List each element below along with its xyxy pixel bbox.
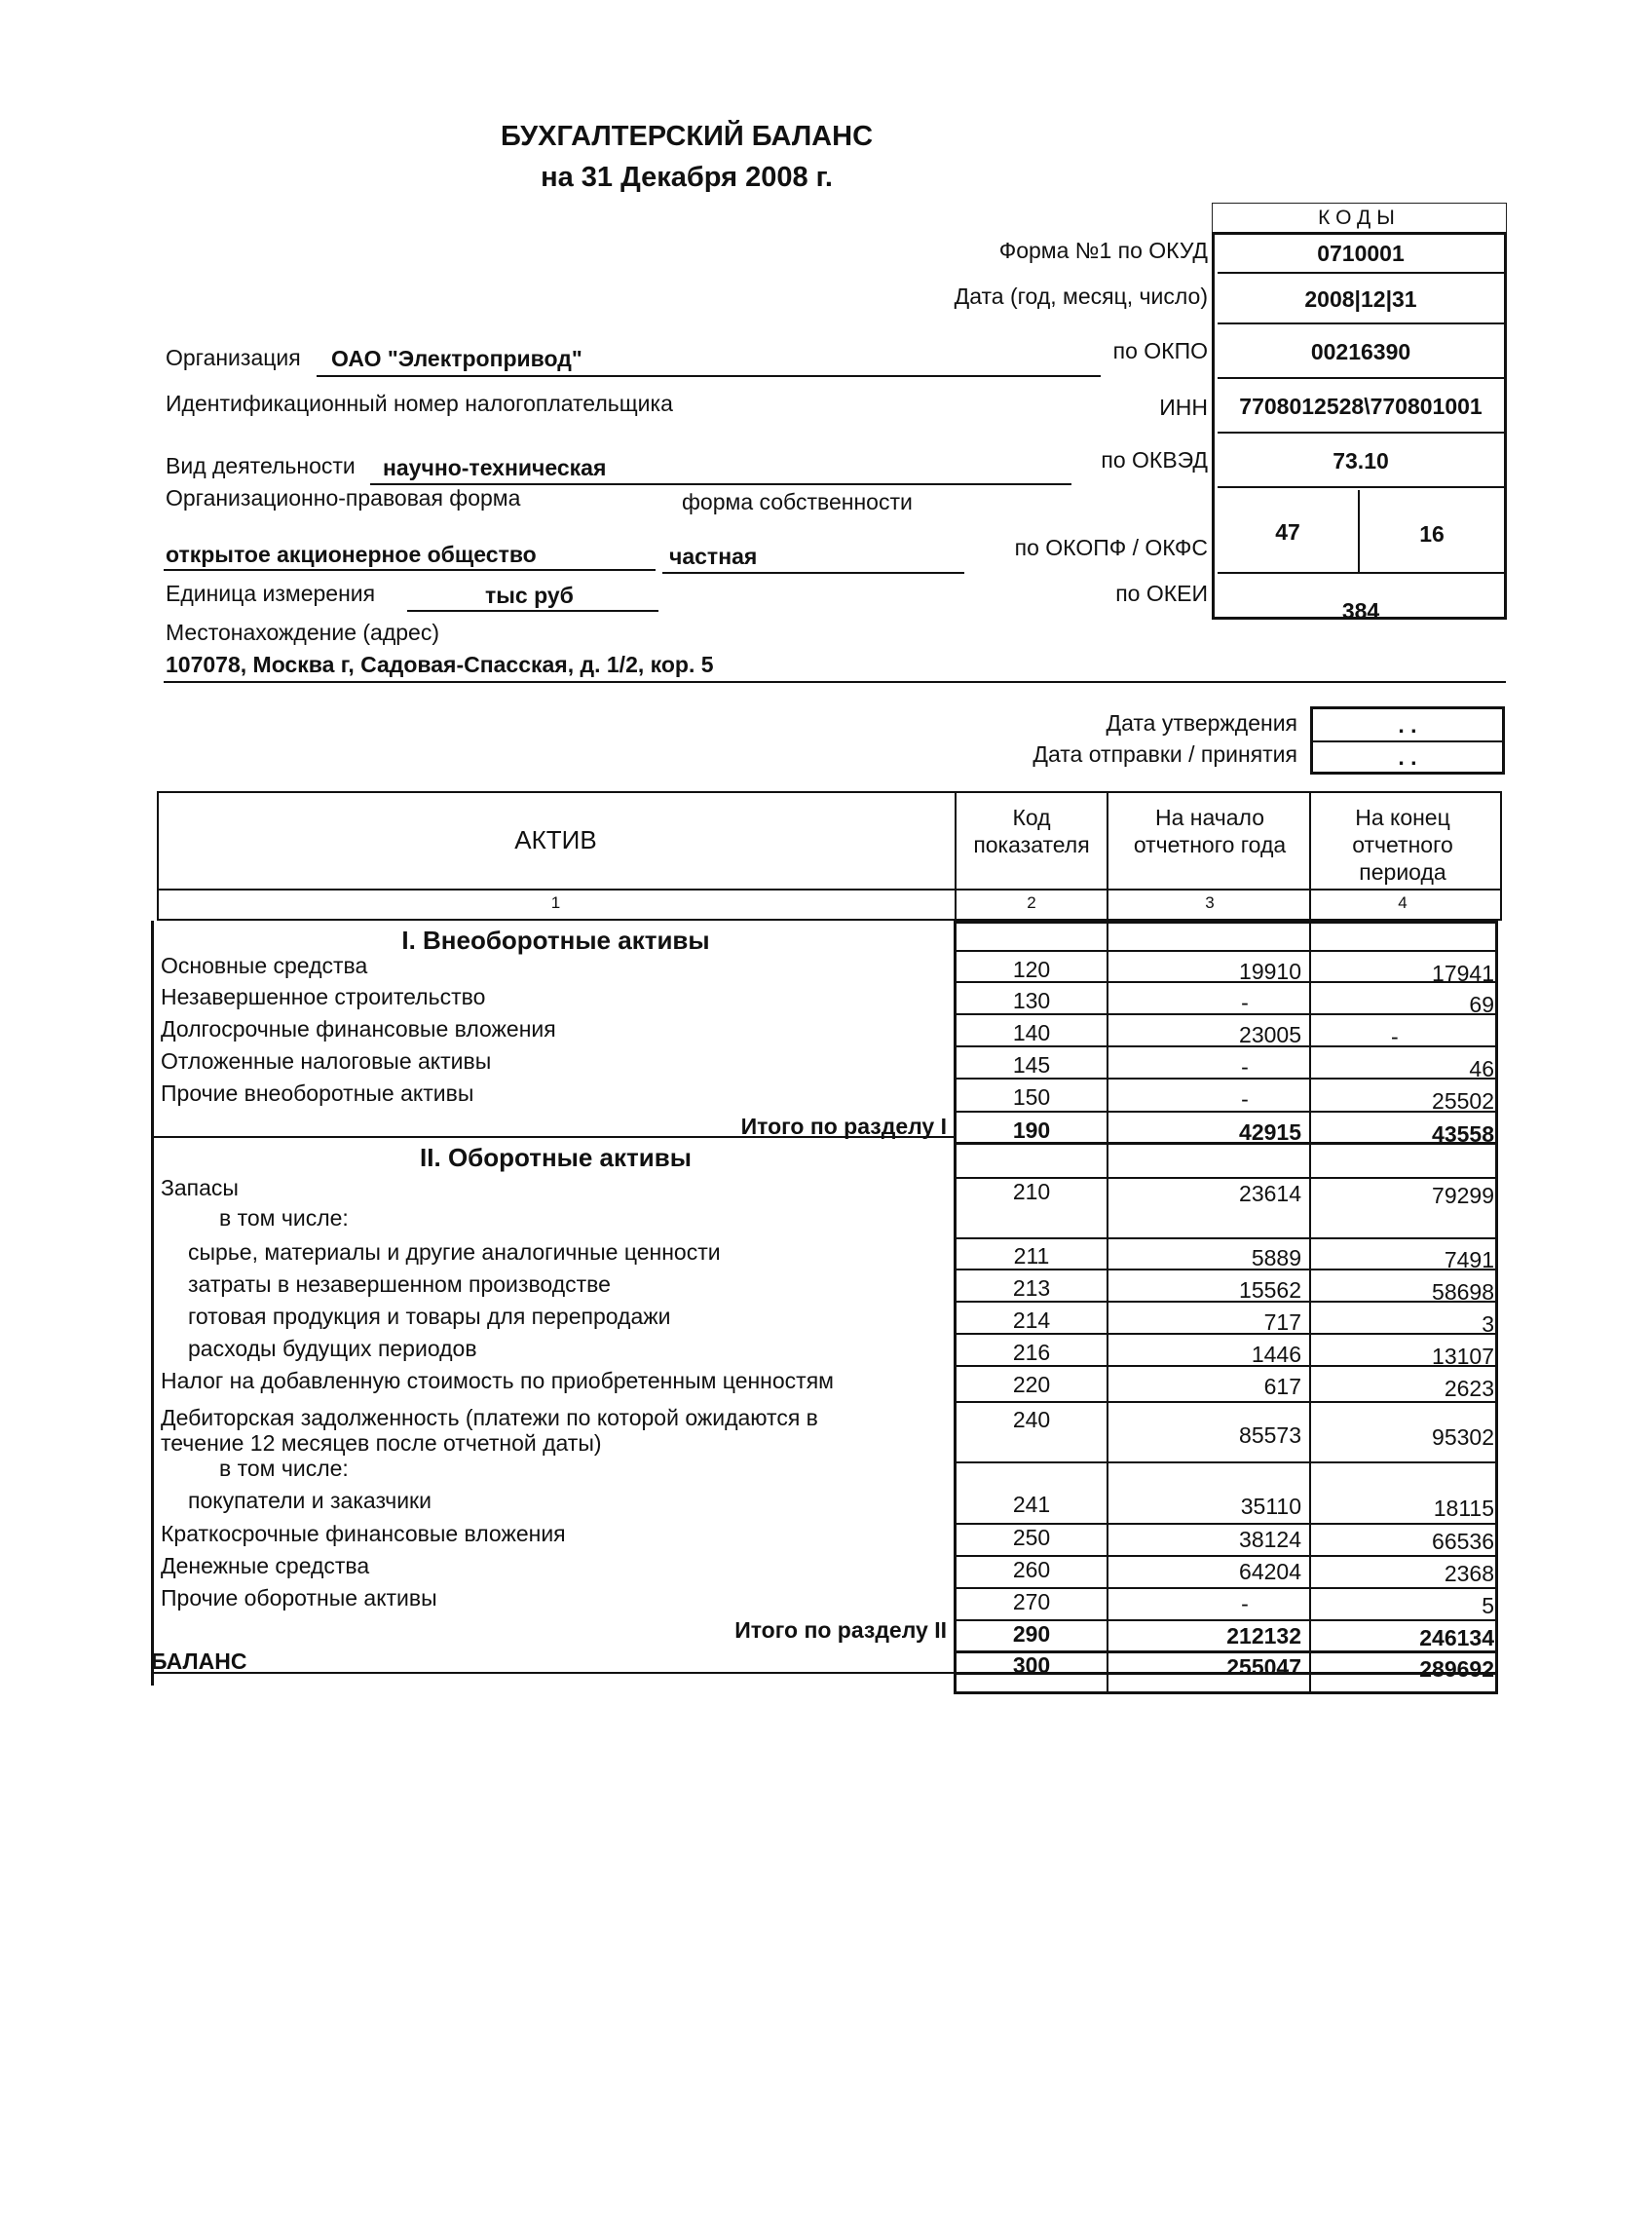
row-value-end: 2623 — [1444, 1376, 1494, 1401]
row-code: 250 — [1012, 1525, 1051, 1550]
legal-form-value: открытое акционерное общество — [166, 542, 537, 567]
org-label: Организация — [166, 345, 301, 370]
ownership-underline — [662, 572, 964, 574]
date-value: 2008|12|31 — [1218, 276, 1504, 324]
header-divider-3 — [1309, 791, 1311, 923]
row-divider — [955, 950, 1496, 952]
okopf-value: 47 — [1218, 490, 1360, 574]
row-value-end: 79299 — [1432, 1183, 1494, 1208]
row-code: 211 — [1013, 1243, 1050, 1269]
row-value-end: 7491 — [1444, 1247, 1494, 1272]
row-code: 140 — [1012, 1020, 1051, 1045]
row-value-end: 46 — [1469, 1056, 1494, 1081]
okud-value: 0710001 — [1218, 235, 1504, 274]
header-start: На начало отчетного года — [1133, 805, 1287, 857]
legal-form-label: Организационно-правовая форма — [166, 485, 521, 511]
row-label: Прочие внеоборотные активы — [161, 1080, 474, 1106]
approval-date-value: . . — [1398, 712, 1417, 738]
section-heading: II. Оборотные активы — [420, 1143, 692, 1172]
row-value-start: 212132 — [1226, 1623, 1301, 1649]
row-code: 145 — [1012, 1052, 1051, 1078]
row-value-start: 42915 — [1239, 1119, 1301, 1145]
okei-label: по ОКЕИ — [1115, 581, 1208, 606]
okfs-value: 16 — [1360, 490, 1504, 574]
row-value-start: 255047 — [1226, 1654, 1301, 1680]
row-value-start: 35110 — [1240, 1494, 1301, 1519]
row-value-start: 64204 — [1239, 1559, 1301, 1584]
row-code: 220 — [1012, 1372, 1051, 1397]
row-value-start: - — [1241, 1054, 1249, 1080]
row-value-end: 58698 — [1432, 1279, 1494, 1305]
unit-label: Единица измерения — [166, 581, 376, 606]
row-code: 300 — [1012, 1652, 1051, 1678]
row-code: 240 — [1012, 1407, 1051, 1432]
ownership-value: частная — [669, 544, 758, 569]
row-code: 213 — [1012, 1275, 1051, 1301]
okpo-label: по ОКПО — [1112, 338, 1208, 363]
row-code: 210 — [1012, 1179, 1051, 1204]
row-code: 150 — [1012, 1084, 1051, 1110]
row-label: Долгосрочные финансовые вложения — [161, 1016, 556, 1042]
row-value-end: 43558 — [1432, 1121, 1494, 1147]
row-value-end: 66536 — [1432, 1529, 1494, 1554]
address-value: 107078, Москва г, Садовая-Спасская, д. 1/2, кор. 5 — [166, 652, 714, 677]
date-label: Дата (год, месяц, число) — [954, 284, 1208, 309]
row-value-end: 25502 — [1432, 1088, 1494, 1114]
row-value-start: 1446 — [1251, 1342, 1301, 1367]
row-value-start: - — [1241, 990, 1249, 1015]
row-label: Незавершенное строительство — [161, 984, 486, 1009]
approval-box-divider — [1310, 740, 1505, 742]
row-code: 290 — [1012, 1621, 1051, 1647]
okved-value: 73.10 — [1218, 436, 1504, 488]
approval-date-label: Дата утверждения — [1106, 710, 1297, 736]
values-divider-2 — [1309, 921, 1311, 1694]
row-value-start: 5889 — [1251, 1245, 1301, 1270]
section-heading: I. Внеоборотные активы — [401, 926, 710, 955]
okud-label: Форма №1 по ОКУД — [998, 238, 1208, 263]
row-value-start: 617 — [1263, 1374, 1301, 1399]
ownership-label: форма собственности — [682, 489, 913, 514]
row-label: Денежные средства — [161, 1553, 370, 1578]
row-label: затраты в незавершенном производстве — [188, 1271, 611, 1297]
row-value-start: 23614 — [1239, 1181, 1301, 1206]
send-date-label: Дата отправки / принятия — [1032, 741, 1297, 767]
colnum-1: 1 — [550, 893, 561, 912]
row-code: 190 — [1012, 1118, 1051, 1143]
row-code: 241 — [1012, 1492, 1051, 1517]
colnum-2: 2 — [1027, 893, 1036, 912]
document-title: БУХГАЛТЕРСКИЙ БАЛАНС — [500, 121, 874, 152]
header-aktiv: АКТИВ — [514, 825, 597, 854]
row-value-end: 13107 — [1432, 1344, 1494, 1369]
row-label: Прочие оборотные активы — [161, 1585, 437, 1611]
row-value-end: - — [1391, 1024, 1399, 1049]
balance-label: БАЛАНС — [151, 1649, 247, 1674]
org-value: ОАО "Электропривод" — [331, 346, 582, 371]
row-value-end: 3 — [1482, 1311, 1494, 1337]
okopf-okfs-label: по ОКОПФ / ОКФС — [1014, 535, 1208, 560]
row-value-end: 2368 — [1444, 1561, 1494, 1586]
section-total-label: Итого по разделу I — [740, 1114, 947, 1139]
inn-label: Идентификационный номер налогоплательщика — [166, 391, 673, 416]
org-underline — [317, 375, 1101, 377]
row-divider — [955, 1237, 1496, 1239]
row-value-end: 5 — [1482, 1593, 1494, 1618]
inn-code-label: ИНН — [1159, 395, 1208, 420]
row-value-start: 38124 — [1239, 1527, 1301, 1552]
activity-value: научно-техническая — [383, 455, 607, 480]
colnum-4: 4 — [1398, 893, 1408, 912]
row-value-start: 23005 — [1239, 1022, 1301, 1047]
row-label: готовая продукция и товары для перепродажи — [188, 1304, 671, 1329]
activity-label: Вид деятельности — [166, 453, 356, 478]
row-value-start: - — [1241, 1086, 1249, 1112]
row-label: в том числе: — [219, 1456, 349, 1481]
header-end: На конец отчетного периода — [1352, 805, 1453, 885]
row-value-start: 19910 — [1239, 959, 1301, 984]
document-subtitle: на 31 Декабря 2008 г. — [541, 162, 833, 193]
row-label: Краткосрочные финансовые вложения — [161, 1521, 566, 1546]
header-code: Код показателя — [973, 805, 1090, 857]
codes-header: КОДЫ — [1212, 203, 1507, 234]
row-value-end: 246134 — [1419, 1625, 1494, 1650]
row-code: 214 — [1012, 1307, 1051, 1333]
row-label: Дебиторская задолженность (платежи по которой ожидаются в — [161, 1405, 818, 1430]
colnum-3: 3 — [1205, 893, 1215, 912]
row-label: покупатели и заказчики — [188, 1488, 432, 1513]
row-value-start: 15562 — [1239, 1277, 1301, 1303]
body-bottom-left — [151, 1672, 955, 1674]
row-value-end: 17941 — [1432, 961, 1494, 986]
address-label: Местонахождение (адрес) — [166, 620, 439, 645]
row-label: Запасы — [161, 1175, 239, 1200]
row-label-continued: течение 12 месяцев после отчетной даты) — [161, 1430, 602, 1456]
header-divider-2 — [1107, 791, 1108, 923]
body-left-border — [151, 921, 154, 1686]
row-code: 260 — [1012, 1557, 1051, 1582]
row-label: расходы будущих периодов — [188, 1336, 477, 1361]
header-colnum-divider — [157, 889, 1502, 891]
row-value-start: - — [1241, 1591, 1249, 1616]
row-label: в том числе: — [219, 1205, 349, 1231]
row-value-end: 289692 — [1419, 1656, 1494, 1682]
inn-value: 7708012528\770801001 — [1218, 381, 1504, 434]
okpo-value: 00216390 — [1218, 326, 1504, 379]
row-value-end: 95302 — [1432, 1424, 1494, 1450]
section-total-label: Итого по разделу II — [734, 1617, 947, 1643]
row-code: 270 — [1012, 1589, 1051, 1614]
legal-form-underline — [164, 569, 656, 571]
row-label: Налог на добавленную стоимость по приобретенным ценностям — [161, 1368, 834, 1393]
okei-value: 384 — [1341, 597, 1380, 624]
row-value-end: 69 — [1469, 992, 1494, 1017]
row-code: 120 — [1012, 957, 1051, 982]
row-value-end: 18115 — [1433, 1496, 1494, 1521]
send-date-value: . . — [1398, 744, 1417, 770]
row-label: Основные средства — [161, 953, 368, 978]
okved-label: по ОКВЭД — [1101, 447, 1208, 473]
unit-underline — [407, 610, 658, 612]
row-divider — [955, 1461, 1496, 1463]
values-divider-1 — [1107, 921, 1108, 1694]
row-code: 216 — [1012, 1340, 1051, 1365]
header-divider-1 — [955, 791, 957, 923]
row-value-start: 717 — [1263, 1309, 1301, 1335]
address-underline — [164, 681, 1506, 683]
unit-value: тыс руб — [485, 583, 574, 608]
row-code: 130 — [1012, 988, 1051, 1013]
row-value-start: 85573 — [1239, 1422, 1301, 1448]
row-label: Отложенные налоговые активы — [161, 1048, 492, 1074]
row-label: сырье, материалы и другие аналогичные ценности — [188, 1239, 721, 1265]
